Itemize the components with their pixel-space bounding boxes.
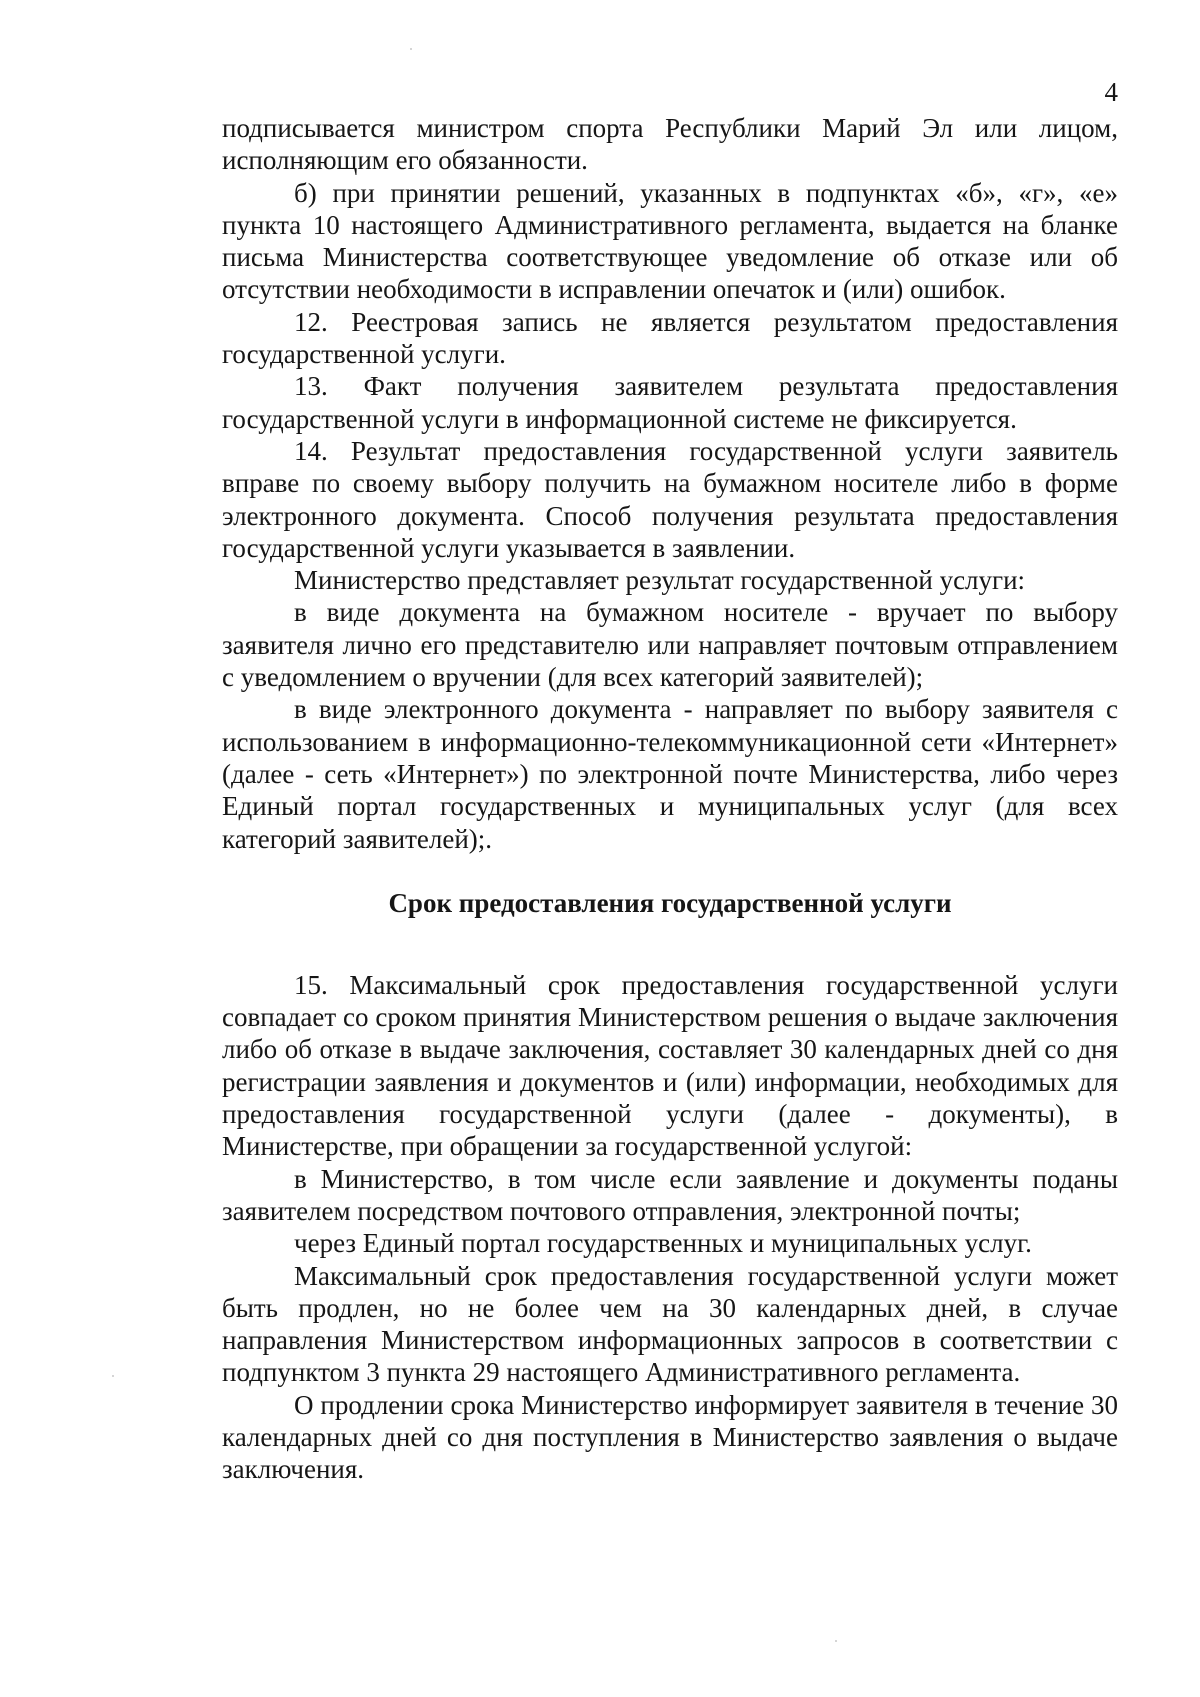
paragraph: 15. Максимальный срок предоставления государственной услуги совпадает со сроком принятия Министерством решения о выдаче заключения либо об отказе в выдаче заключения, составляет 30 календарных дней со дня регистрации заявления и документов и (или) информации, необходимых для предоставления государственной услуги (далее - документы), в Министерстве, при обращении за государственной услугой: [222,969,1118,1162]
scan-speck [835,1640,837,1642]
page-number: 4 [1104,77,1118,107]
paragraph: в виде электронного документа - направляет по выбору заявителя с использованием в информационно-телекоммуникационной сети «Интернет» (далее - сеть «Интернет») по электронной почте Министерства, либо через Единый портал государственных и муниципальных услуг (для всех категорий заявителей);. [222,694,1118,854]
paragraph: в виде документа на бумажном носителе - вручает по выбору заявителя лично его представителю или направляет почтовым отправлением с уведомлением о вручении (для всех категорий заявителей); [222,597,1118,693]
paragraph: 12. Реестровая запись не является результатом предоставления государственной услуги. [222,306,1118,370]
paragraph: в Министерство, в том числе если заявление и документы поданы заявителем посредством почтового отправления, электронной почты; [222,1163,1118,1226]
scan-speck [112,1375,114,1377]
paragraph: Максимальный срок предоставления государственной услуги может быть продлен, но не более чем на 30 календарных дней, в случае направления Министерством информационных запросов в соответствии с подпунктом 3 пункта 29 настоящего Административного регламента. [222,1260,1118,1388]
paragraph: б) при принятии решений, указанных в подпунктах «б», «г», «е» пункта 10 настоящего Административного регламента, выдается на бланке письма Министерства соответствующее уведомление об отказе или об отсутствии необходимости в исправлении опечаток и (или) ошибок. [222,177,1118,305]
paragraph: О продлении срока Министерство информирует заявителя в течение 30 календарных дней со дня поступления в Министерство заявления о выдаче заключения. [222,1389,1118,1485]
scan-speck [410,48,412,50]
paragraph: Министерство представляет результат государственной услуги: [294,565,1026,596]
paragraph: через Единый портал государственных и муниципальных услуг. [294,1228,1032,1259]
paragraph: 14. Результат предоставления государственной услуги заявитель вправе по своему выбору получить на бумажном носителе либо в форме электронного документа. Способ получения результата предоставления государственной услуги указывается в заявлении. [222,435,1118,563]
paragraph: 13. Факт получения заявителем результата предоставления государственной услуги в информационной системе не фиксируется. [222,371,1118,434]
paragraph: подписывается министром спорта Республики Марий Эл или лицом, исполняющим его обязанности. [222,113,1118,176]
document-body [222,112,1118,1486]
section-title: Срок предоставления государственной услуги [388,887,952,918]
